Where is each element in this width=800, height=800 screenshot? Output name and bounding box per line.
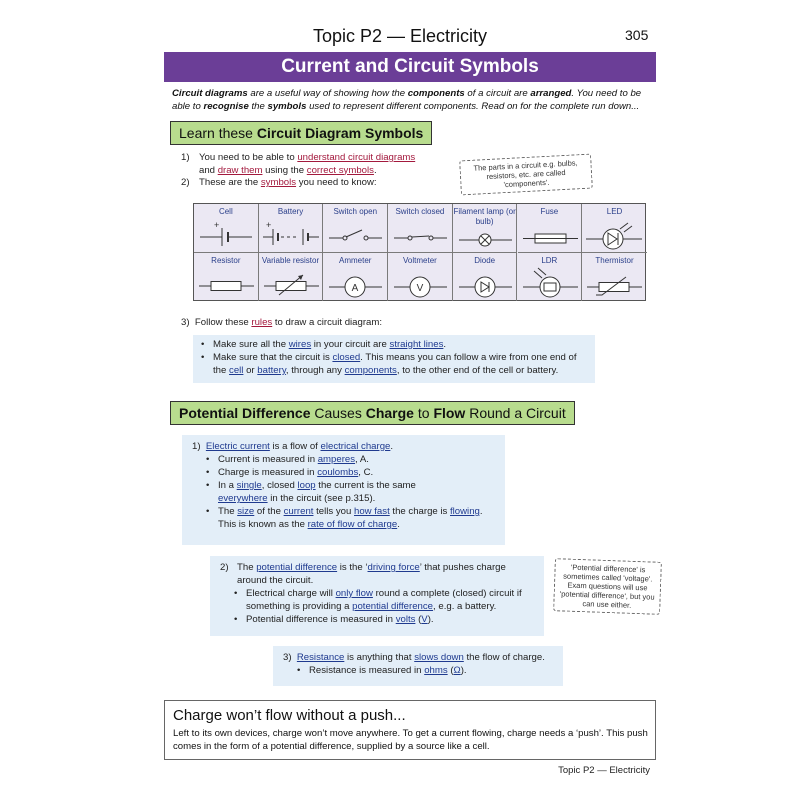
symbol-ammeter: Ammeter A bbox=[323, 253, 388, 302]
symbol-fuse: Fuse bbox=[518, 204, 583, 253]
symbol-thermistor: Thermistor bbox=[582, 253, 647, 302]
symbol-led: LED bbox=[582, 204, 647, 253]
ldr-icon bbox=[518, 253, 583, 302]
list-item: • In a single, closed loop the current is the same everywhere in the circuit (see p.315). bbox=[204, 479, 454, 505]
symbol-battery: Battery + bbox=[259, 204, 324, 253]
thermistor-icon bbox=[582, 253, 647, 302]
switch-closed-icon bbox=[388, 204, 453, 253]
filament-lamp-icon bbox=[453, 204, 518, 253]
symbol-variable-resistor: Variable resistor bbox=[259, 253, 324, 302]
svg-text:V: V bbox=[416, 282, 424, 294]
potential-difference-box bbox=[210, 556, 544, 636]
list-item: • Electrical charge will only flow round a complete (closed) circuit if something is providing a potential difference, e.g. a battery. bbox=[232, 587, 538, 613]
fuse-icon bbox=[518, 204, 583, 253]
intro-paragraph: Circuit diagrams are a useful way of showing how the components of a circuit are arranged. You need to be able to recognise the symbols used to represent different components. Read on for the complete run down... bbox=[172, 88, 642, 112]
rules-box bbox=[193, 335, 595, 383]
symbol-switch-closed: Switch closed bbox=[388, 204, 453, 253]
symbol-filament-lamp: Filament lamp (or bulb) bbox=[453, 204, 518, 253]
section-heading-symbols: Learn these Circuit Diagram Symbols bbox=[170, 121, 432, 145]
diode-icon bbox=[453, 253, 518, 302]
page-number: 305 bbox=[625, 27, 649, 43]
summary-box bbox=[164, 700, 656, 760]
switch-open-icon bbox=[323, 204, 388, 253]
voltage-note: 'Potential difference' is sometimes called 'voltage'. Exam questions will use 'potential difference', but you can use either. bbox=[553, 558, 662, 615]
list-item: • Resistance is measured in ohms (Ω). bbox=[295, 664, 559, 677]
svg-text:+: + bbox=[265, 220, 271, 230]
list-item: 1) Electric current is a flow of electrical charge. bbox=[192, 441, 394, 452]
variable-resistor-icon bbox=[259, 253, 324, 302]
cell-symbol-icon bbox=[194, 204, 259, 253]
page-banner-title: Current and Circuit Symbols bbox=[164, 52, 656, 82]
list-item: • Make sure that the circuit is closed. This means you can follow a wire from one end of the cell or battery, through any components, to the other end of the cell or battery. bbox=[199, 351, 591, 377]
voltmeter-icon bbox=[388, 253, 453, 302]
summary-text: Left to its own devices, charge won’t move anywhere. To get a current flowing, charge needs a ‘push’. This push comes in the form of a potential difference, supplied by a source like a cell. bbox=[173, 728, 648, 752]
page-footer: Topic P2 — Electricity bbox=[558, 765, 650, 776]
list-item: • Make sure all the wires in your circuit are straight lines. bbox=[199, 338, 591, 351]
circuit-symbols-table bbox=[193, 203, 646, 301]
list-item-rules: 3) Follow these rules to draw a circuit diagram: bbox=[181, 317, 383, 328]
list-item: 2) The potential difference is the ‘driving force’ that pushes charge around the circuit. bbox=[220, 562, 506, 586]
list-item: 3) Resistance is anything that slows down the flow of charge. bbox=[283, 652, 545, 663]
svg-text:A: A bbox=[352, 282, 359, 294]
section-heading-potential-difference: Potential Difference Causes Charge to Flow Round a Circuit bbox=[170, 401, 575, 425]
topic-title: Topic P2 — Electricity bbox=[312, 26, 488, 46]
list-item: • The size of the current tells you how fast the charge is flowing. This is known as the rate of flow of charge. bbox=[204, 505, 494, 531]
list-item: • Charge is measured in coulombs, C. bbox=[204, 466, 498, 479]
symbols-instructions bbox=[181, 152, 471, 190]
symbol-switch-open: Switch open bbox=[323, 204, 388, 253]
battery-symbol-icon bbox=[259, 204, 324, 253]
symbol-cell: Cell + bbox=[194, 204, 259, 253]
symbol-voltmeter: Voltmeter V bbox=[388, 253, 453, 302]
list-item: • Current is measured in amperes, A. bbox=[204, 453, 498, 466]
led-icon bbox=[582, 204, 647, 253]
resistor-icon bbox=[194, 253, 259, 302]
list-item: 1) You need to be able to understand circuit diagrams and draw them using the correct symbols. bbox=[181, 152, 416, 176]
symbol-diode: Diode bbox=[453, 253, 518, 302]
list-item: 2) These are the symbols you need to know: bbox=[181, 177, 377, 188]
summary-title: Charge won’t flow without a push... bbox=[173, 707, 406, 724]
resistance-box bbox=[273, 646, 563, 686]
ammeter-icon bbox=[323, 253, 388, 302]
symbol-resistor: Resistor bbox=[194, 253, 259, 302]
svg-text:+: + bbox=[214, 220, 220, 230]
symbol-ldr: LDR bbox=[518, 253, 583, 302]
components-note: The parts in a circuit e.g. bulbs, resistors, etc. are called 'components'. bbox=[459, 154, 593, 196]
list-item: • Potential difference is measured in volts (V). bbox=[232, 613, 538, 626]
current-box bbox=[182, 435, 505, 545]
